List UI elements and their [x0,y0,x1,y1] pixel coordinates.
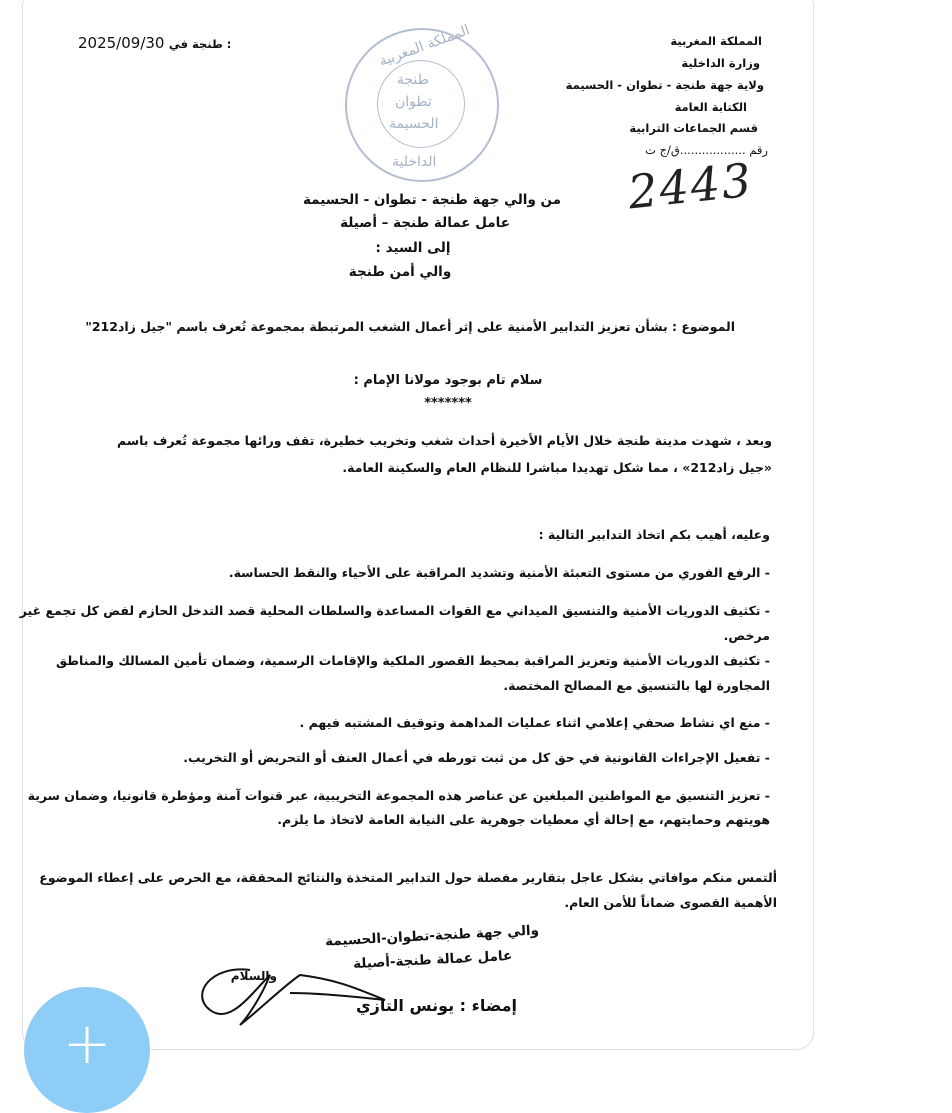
header-line: قسم الجماعات الترابية [629,121,758,135]
recipient-label: إلى السيد : [375,240,451,256]
measure-item: - تكثيف الدوريات الأمنية وتعزيز المراقبة بمحيط القصور الملكية والإقامات الرسمية، وضمان تأمين المسالك والمناطق [56,653,770,668]
date-label: طنجة في : [168,37,232,51]
paragraph-line: وبعد ، شهدت مدينة طنجة خلال الأيام الأخيرة أحداث شغب وتخريب خطيرة، تقف ورائها مجموعة تُعرف باسم [117,433,772,448]
closing-line: ألتمس منكم موافاتي بشكل عاجل بتقارير مفصلة حول التدابير المتخذة والنتائج المحققة، مع الحرص على إعطاء الموضوع [39,870,777,885]
stamp-text: تطوان [395,94,432,110]
measure-item-cont: هويتهم وحمايتهم، مع إحالة أي معطيات جوهرية على النيابة العامة لاتخاذ ما يلزم. [277,812,770,827]
stamp-text: الحسيمة [389,116,439,132]
stamp-text: المملكة المغربية [377,22,472,70]
separator-stars: ******* [424,396,472,411]
add-button[interactable] [24,987,150,1113]
measure-item-cont: المجاورة لها بالتنسيق مع المصالح المختصة. [503,678,770,693]
subject-line: الموضوع : بشأن تعزيز التدابير الأمنية على إثر أعمال الشغب المرتبطة بمجموعة تُعرف باسم "جيل زاد212" [85,319,735,334]
signature-name: إمضاء : يونس التازي [355,996,517,1015]
document-date [78,35,231,52]
measures-intro: وعليه، أهيب بكم اتخاذ التدابير التالية : [538,527,770,542]
stamp-text: طنجة [397,72,429,88]
sender-line: عامل عمالة طنجة – أصيلة [340,215,510,231]
closing-line: الأهمية القصوى ضماناً للأمن العام. [564,895,777,910]
header-line: الكتابة العامة [674,100,747,114]
signatory-title: والي جهة طنجة-تطوان-الحسيمة [324,922,540,950]
measure-item: - الرفع الفوري من مستوى التعبئة الأمنية وتشديد المراقبة على الأحياء والنقط الحساسة. [228,565,770,580]
measure-item: - تفعيل الإجراءات القانونية في حق كل من ثبت تورطه في أعمال العنف أو التحريض أو التخريب. [183,750,770,765]
handwritten-number: 2443 [625,152,756,220]
header-line: وزارة الداخلية [681,56,760,70]
stamp-text: الداخلية [392,154,437,170]
handwritten-signature [190,955,390,1035]
header-line: المملكة المغربية [670,34,762,48]
recipient: والي أمن طنجة [348,264,452,280]
paragraph-line: «جيل زاد212» ، مما شكل تهديدا مباشرا للنظام العام والسكينة العامة. [342,460,772,475]
farewell: والسلام [230,969,277,983]
measure-item: - منع اي نشاط صحفي إعلامي اثناء عمليات المداهمة وتوقيف المشتبه فيهم . [299,715,770,730]
header-line: ولاية جهة طنجة - تطوان - الحسيمة [565,78,764,92]
signatory-title: عامل عمالة طنجة-أصيلة [352,947,513,973]
measure-item: - تكثيف الدوريات الأمنية والتنسيق الميداني مع القوات المساعدة والسلطات المحلية قصد التدخل الحازم لفض كل تجمع غير [19,603,770,618]
reference-number: رقم ..................ق/ج ت [645,143,768,157]
sender-line: من والي جهة طنجة - تطوان - الحسيمة [302,192,562,208]
official-stamp [345,22,499,182]
plus-icon: + [62,1009,112,1077]
salutation: سلام تام بوجود مولانا الإمام : [353,373,543,388]
date-value: 2025/09/30 [78,34,165,52]
measure-item-cont: مرخص. [723,628,770,643]
measure-item: - تعزيز التنسيق مع المواطنين المبلغين عن عناصر هذه المجموعة التخريبية، عبر قنوات آمنة ومؤطرة قانونيا، وضمان سرية [27,788,770,803]
